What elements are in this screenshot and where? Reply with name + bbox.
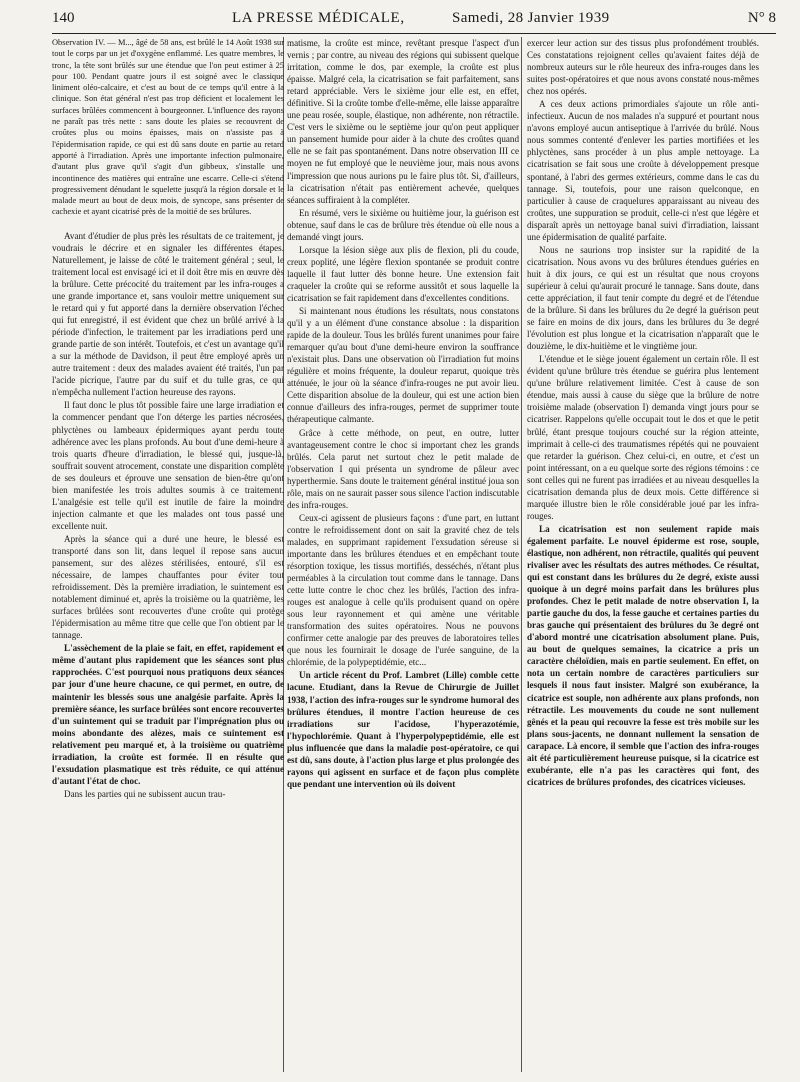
page-number: 140: [52, 10, 75, 26]
paragraph: exercer leur action sur des tissus plus profondément troublés. Ces constatations rejoignent celles qu'avaient faites déjà de nombreux auteurs sur le rôle heureux des infra-rouges dans les suites post-opératoires et que nous avons constaté nous-mêmes chez nos opérés.: [527, 38, 759, 97]
paragraph: A ces deux actions primordiales s'ajoute un rôle anti-infectieux. Aucun de nos malades n'a suppuré et pourtant nous n'avons employé aucun antiseptique à l'arrivée du brûlé. Nous nous sommes contenté d'enlever les parties mortifiées et les phlyctènes, sans procéder à un plus ample nettoyage. La cicatrisation se fait sous une croûte à développement presque spontané, à l'abri des germes extérieurs, comme dans le cas du tannage. Si, toutefois, pour une raison quelconque, en particulier à cause de craquelures apparaissant au niveau des croûtes, une suppuration se produit, celle-ci n'est que légère et disparaît après un nettoyage banal suivi d'irradiation, laissant une épidermisation de qualité parfaite.: [527, 99, 759, 242]
paragraph: Grâce à cette méthode, on peut, en outre, lutter avantageusement contre le choc si important chez les grands brûlés. Cela parut net surtout chez le petit malade de l'observation I qui présenta un syndrome de pâleur avec hyperthermie. Sans doute le traitement général institué joua son rôle, mais on ne saurait passer sous silence l'action indiscutable des infra-rouges.: [287, 427, 519, 510]
paragraph: Ceux-ci agissent de plusieurs façons : d'une part, en luttant contre le refroidissement dont on sait la gravité chez de tels malades, en supprimant rapidement l'exsudation séreuse si importante dans les brûlures étendues et en empêchant toute résorption toxique, les tissus mortifiés, desséchés, n'étant plus perméables à la circulation tout comme dans le tannage. Dans cette lutte contre le choc chez les brûlés, l'action des infra-rouges est analogue à celle qu'ils produisent quand on opère sous leur rayonnement et qui amène une véritable transformation des suites opératoires. Nous ne pouvons confirmer cette analogie par des preuves de laboratoires telles que nous les fournirait le dosage de l'urée sanguine, de la chlorémie, de la polypeptidémie, etc...: [287, 512, 519, 668]
paragraph-bold: La cicatrisation est non seulement rapide mais également parfaite. Le nouvel épiderme est rose, souple, élastique, non adhérent, non rétractile, qualités qui peuvent rivaliser avec les résultats des autres méthodes. Ce résultat, qui est constant dans les brûlures du 2e degré, existe aussi quoique à un degré moins parfait dans les brûlures plus profondes. Chez le petit malade de notre observation I, la partie gauche du dos, la fesse gauche et certaines parties du bras gauche qui présentaient des brûlures du 3e degré ont d'abord montré une cicatrisation absolument plane. Puis, au bout de quelques semaines, la cicatrice a pris un caractère chéloïdien, mais en partie seulement. En effet, on nota un certain nombre de caractères particuliers sur lesquels il nous faut insister. Malgré son exubérance, la cicatrice est souple, non adhérente aux plans profonds, non rétractile. Les mouvements du coude ne sont nullement gênés et la peau qui recouvre la fesse est très mobile sur les plans sous-jacents, ne donnant nullement la sensation de carapace. Là encore, il semble que l'action des infra-rouges ait été particulièrement heureuse puisque, si la cicatrice est exubérante, elle n'a pas les caractères qui font, des cicatrices de brûlures profondes, des cicatrices vicieuses.: [527, 523, 759, 787]
issue-date: Samedi, 28 Janvier 1939: [452, 10, 610, 26]
paragraph: Il faut donc le plus tôt possible faire une large irradiation et la commencer pendant que l'on déterge les parties nécrosées, phlyctènes ou lambeaux épidermiques ayant perdu toute adhérence avec les plans profonds. Au bout d'une demi-heure à trois quarts d'heure d'irradiation, le blessé qui, jusque-là, souffrait souvent atrocement, constate une disparition complète de ses douleurs et éprouve une sensation de bien-être qu'ont bien manifestée les trois adultes soumis à ce traitement. L'analgésie est telle qu'il est inutile de faire la moindre injection calmante et que les malades ont tous passé une excellente nuit.: [52, 400, 284, 531]
paragraph: Nous ne saurions trop insister sur la rapidité de la cicatrisation. Nous avons vu des brûlures étendues guéries en huit à dix jours, ce qui est un résultat que nous croyons supérieur à celui qu'aurait procuré le tannage. Sans doute, dans cette appréciation, il faut tenir compte du degré et de l'étendue de la brûlure. Si dans les brûlures du 2e degré la guérison peut se faire en moins de dix jours, dans les brûlures du 3e degré l'évolution est plus longue et la cicatrisation n'apparaît que le douzième, le dix-huitième et le vingtième jour.: [527, 244, 759, 352]
paragraph-bold: Un article récent du Prof. Lambret (Lille) comble cette lacune. Etudiant, dans la Revue de Chirurgie de Juillet 1938, l'action des infra-rouges sur le syndrome humoral des brûlures étendues, il montre l'action heureuse de ces irradiations sur l'acidose, l'hyperazotémie, l'hypochlorémie. Quant à l'hyperpolypeptidémie, elle est plus influencée que dans la maladie post-opératoire, ce qui est dû, sans doute, à l'action plus large et plus prolongée des rayons qui agissent en surface et de façon plus complète que pendant une intervention où ils doivent: [287, 670, 519, 789]
column-separator: [521, 37, 522, 1072]
journal-title: LA PRESSE MÉDICALE,: [232, 10, 405, 26]
column-3: [527, 37, 759, 1067]
column-2: [287, 37, 519, 1067]
paragraph-bold: L'assèchement de la plaie se fait, en effet, rapidement et même d'autant plus rapidement que les séances sont plus rapprochées. C'est pourquoi nous pratiquons deux séances par jour d'une heure chacune, ce qui permet, en outre, de maintenir les blessés sous une analgésie parfaite. Après la première séance, les surface brûlées sont encore recouvertes d'un suintement qui se traduit par l'imprégnation plus ou moins abondante des alèzes, mais ce suintement est relativement peu marqué et, à la troisième ou quatrième irradiation, la croûte est formée. Il en résulte que l'exsudation plasmatique est très réduite, ce qui atténue d'autant l'état de choc.: [52, 643, 284, 786]
issue-number: N° 8: [747, 10, 776, 26]
column-1: [52, 37, 284, 1067]
paragraph-observation-iv: Observation IV. — M..., âgé de 58 ans, est brûlé le 14 Août 1938 sur tout le corps par un jet d'oxygène enflammé. Les quatre membres, le tronc, la tête sont brûlés sur une étendue que l'on peut estimer à 25 pour 100. Pendant quatre jours il est soigné avec le classique liniment oléo-calcaire, et c'est au bout de ce temps qu'il entre à la clinique. Son état général n'est pas trop déficient et localement les surfaces brûlées commencent à bourgeonner. L'influence des rayons ne paraît pas très nette : sans doute les plaies se recouvrent de croûtes plus ou moins épaisses, mais on n'assiste pas à l'épidermisation rapide, ce qui est dû sans doute en partie au retard apporté à l'irradiation. Après une importante infection pulmonaire, d'autant plus grave qu'il s'agit d'un gibbeux, s'installe une incontinence des matières qui entraîne une escarre. Celle-ci s'étend progressivement dénudant le squelette jusqu'à la région dorsale et le malade meurt au bout de deux mois, de syncope, sans présenter de cachexie et ayant cicatrisé près de la moitié de ses brûlures.: [52, 38, 284, 217]
running-header: [52, 10, 776, 32]
paragraph: L'étendue et le siège jouent également un certain rôle. Il est évident qu'une brûlure très étendue se guérira plus lentement qu'une brûlure relativement limitée. C'est à cause de son étendue, mais aussi à cause du siège que la brûlure de notre troisième malade (observation I) demanda vingt jours pour se cicatriser. Rappelons qu'elle occupait tout le dos et que le petit brûlé, étant presque toujours couché sur la région atteinte, imprimait à celle-ci des traumatismes répétés qui ne pouvaient que retarder la guérison. Chez celui-ci, en outre, et c'est un point intéressant, on a eu quelque sorte des régions témoins : ce sont celles qui ne furent pas irradiées et au niveau desquelles la cicatrisation demanda plus de deux mois. Cette différence si marquée illustre bien le rôle considérable joué par les infra-rouges.: [527, 354, 759, 521]
paragraph: Avant d'étudier de plus près les résultats de ce traitement, je voudrais le décrire et en signaler les différentes étapes. Naturellement, je laisse de côté le traitement général ; seul, le traitement local est envisagé ici et il doit être mis en œuvre dès la brûlure. Cette précocité du traitement par les infra-rouges a une grande importance et, sans vouloir mettre uniquement sur le retard qui y fut apporté dans la dernière observation l'échec qui fut enregistré, il est évident que chez un brûlé arrivé à la période d'infection, le traitement par les irradiations perd une grande partie de son intérêt. Toutefois, et c'est un avantage qu'il a sur la méthode de Davidson, il peut être employé après un autre traitement : deux des malades avaient été traités, l'un par l'acide picrique, l'autre par du suif et du tulle gras, ce qui n'empêcha nullement l'action heureuse des rayons.: [52, 230, 284, 398]
paragraph: matisme, la croûte est mince, revêtant presque l'aspect d'un vernis ; par contre, au niveau des régions qui subissent quelque irritation, comme le dos, par exemple, la croûte est plus épaisse. Malgré cela, la cicatrisation se fait parfaitement, sans retard appréciable. Vers le sixième jour elle est, en effet, définitive. Si la croûte tombe d'elle-même, elle laisse apparaître une peau rosée, souple, élastique, non adhérente, non rétractile. C'est vers le sixième ou le septième jour qu'on peut appliquer un pansement humide pour aider à la chute des croûtes quand elle ne se fait pas spontanément. Dans notre observation III ce moyen ne fut employé que le neuvième jour, mais nous avons l'impression que nous aurions pu le faire plus tôt. Si, d'ailleurs, la cicatrisation n'était pas entièrement achevée, quelques séances suffiraient à la compléter.: [287, 38, 519, 205]
paragraph: En résumé, vers le sixième ou huitième jour, la guérison est obtenue, sauf dans le cas de brûlure très étendue où elle nous a demandé vingt jours.: [287, 207, 519, 242]
paragraph: Après la séance qui a duré une heure, le blessé est transporté dans son lit, dans lequel il repose sans aucun pansement, sur des alèzes stérilisées, entouré, s'il est nécessaire, de lampes chauffantes pour éviter tout refroidissement. Dès la première irradiation, le suintement est notablement diminué et, après la troisième ou la quatrième, les surfaces brûlées sont recouvertes d'une croûte qui protège l'épidermisation au même titre que celle que l'on obtient par le tannage.: [52, 533, 284, 641]
paragraph: Dans les parties qui ne subissent aucun trau-: [64, 788, 226, 799]
header-rule: [52, 33, 776, 34]
paragraph: Lorsque la lésion siège aux plis de flexion, pli du coude, creux poplité, une légère flexion spontanée se produit contre laquelle il faut lutter dès bonne heure. Une extension fait craqueler la croûte qui se reforme aussitôt et sous laquelle la cicatrisation se fait rapidement dans d'excellentes conditions.: [287, 244, 519, 303]
paragraph: Si maintenant nous étudions les résultats, nous constatons qu'il y a un élément d'une constance absolue : la disparition rapide de la douleur. Tous les brûlés furent unanimes pour faire remarquer qu'au bout d'une demi-heure environ la souffrance n'existait plus. Dans une observation où l'irradiation fut moins régulière et moins fréquente, la douleur reparut, quoique très atténuée, le jour où la séance d'infra-rouges ne put avoir lieu. Cette disparition absolue de la douleur, qui est une action bien connue d'ailleurs des infra-rouges, permet de supprimer toute thérapeutique calmante.: [287, 306, 519, 425]
